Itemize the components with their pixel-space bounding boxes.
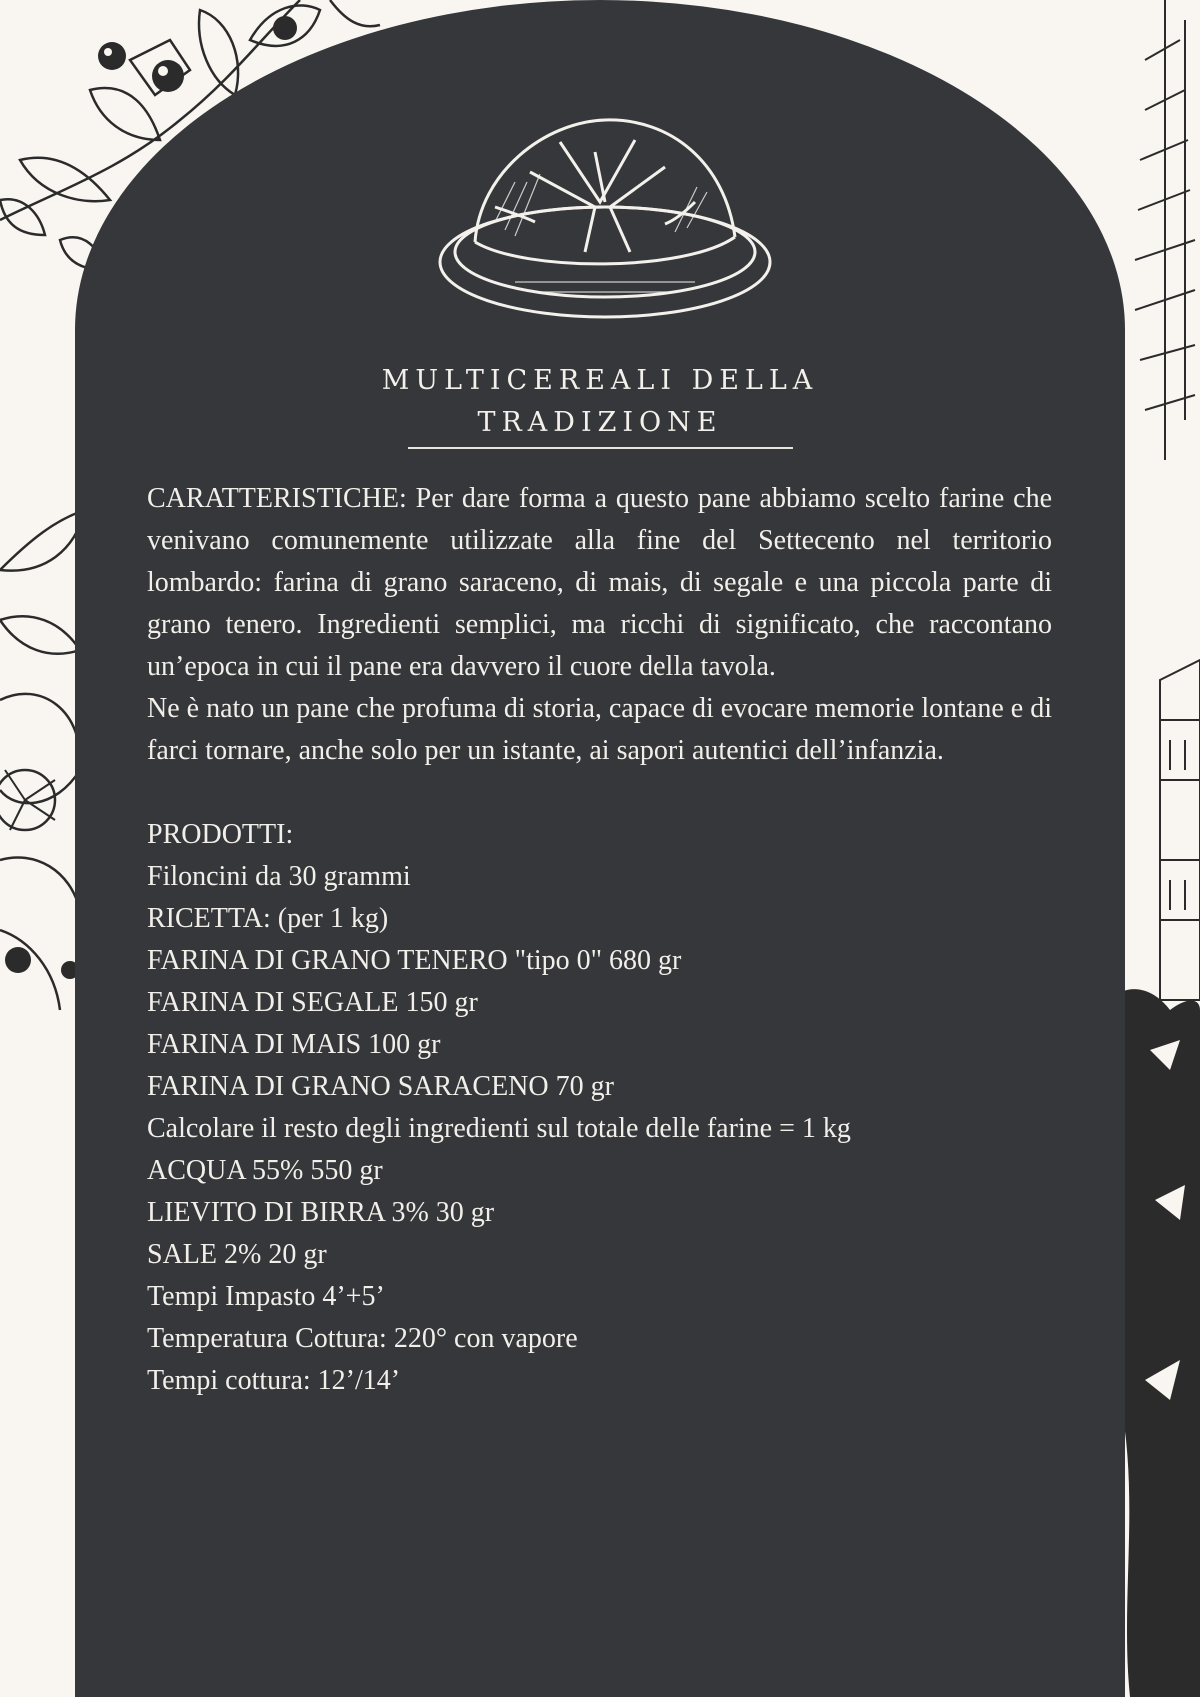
recipe-line: FARINA DI GRANO TENERO "tipo 0" 680 gr <box>147 945 682 976</box>
title-line-1: MULTICEREALI DELLA <box>381 365 819 396</box>
recipe-line: SALE 2% 20 gr <box>147 1239 327 1270</box>
bread-loaf-icon <box>435 112 775 327</box>
recipe-line: FARINA DI GRANO SARACENO 70 gr <box>147 1071 614 1102</box>
recipe-line: Temperatura Cottura: 220° con vapore <box>147 1323 578 1354</box>
description-paragraph-2: Ne è nato un pane che profuma di storia, capace di evocare memorie lontane e di farci tornare, anche solo per un istante, ai sapori autentici dell’infanzia. <box>147 693 1052 766</box>
spacer <box>147 772 1052 814</box>
title-line-2: TRADIZIONE <box>477 407 723 438</box>
title-divider <box>408 447 793 449</box>
recipe-line: LIEVITO DI BIRRA 3% 30 gr <box>147 1197 495 1228</box>
recipe-line: FARINA DI SEGALE 150 gr <box>147 987 478 1018</box>
recipe-line: ACQUA 55% 550 gr <box>147 1155 383 1186</box>
description-paragraph-1: CARATTERISTICHE: Per dare forma a questo pane abbiamo scelto farine che venivano comunemente utilizzate alla fine del Settecento nel territorio lombardo: farina di grano saraceno, di mais, di segale e una piccola parte di grano tenero. Ingredienti semplici, ma ricchi di significato, che raccontano un’epoca in cui il pane era davvero il cuore della tavola. <box>147 483 1052 682</box>
recipe-line: FARINA DI MAIS 100 gr <box>147 1029 441 1060</box>
recipe-line: Calcolare il resto degli ingredienti sul totale delle farine = 1 kg <box>147 1113 851 1144</box>
recipe-body <box>147 478 1052 1402</box>
recipe-line: Tempi cottura: 12’/14’ <box>147 1365 401 1396</box>
recipe-heading: RICETTA: (per 1 kg) <box>147 903 389 934</box>
content-panel-arch <box>75 0 1125 1697</box>
products-item: Filoncini da 30 grammi <box>147 861 411 892</box>
recipe-line: Tempi Impasto 4’+5’ <box>147 1281 385 1312</box>
page-title <box>75 360 1125 444</box>
products-heading: PRODOTTI: <box>147 819 294 850</box>
